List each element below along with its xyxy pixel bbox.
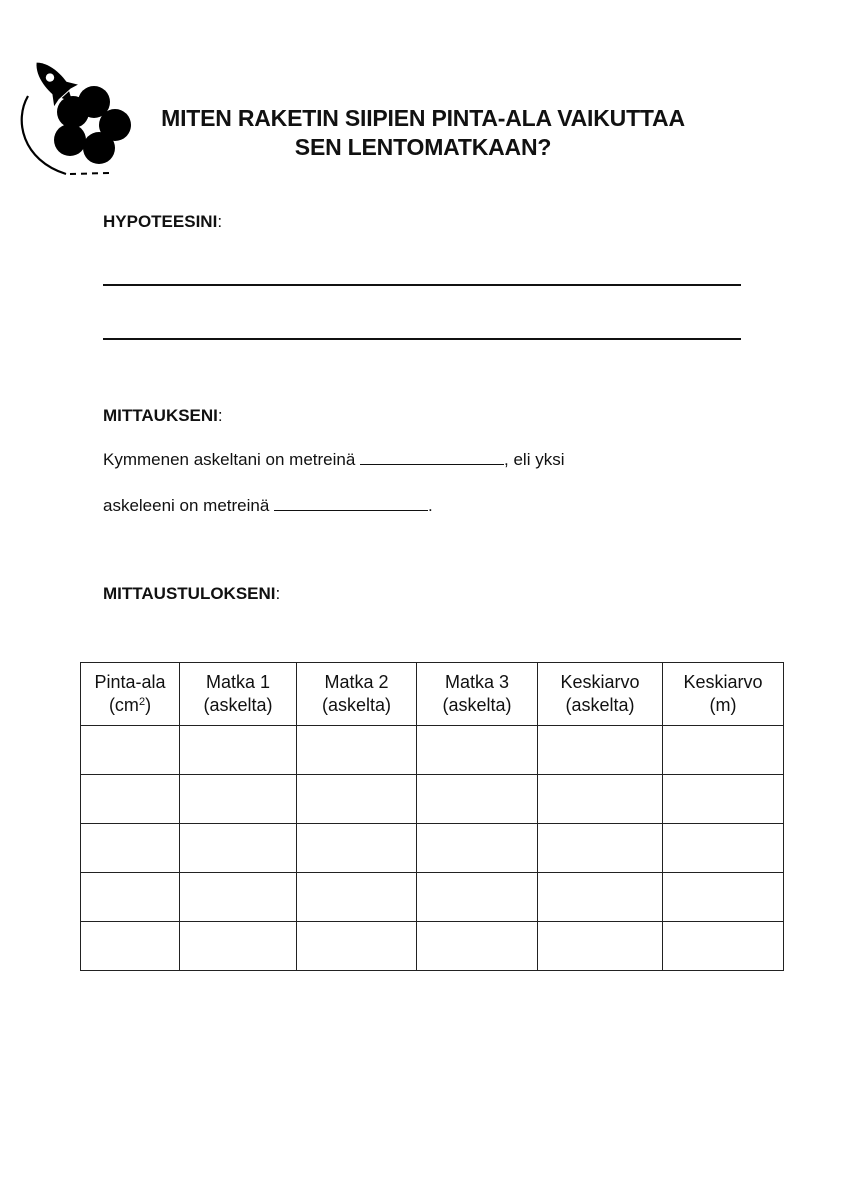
table-cell[interactable] [538,873,663,922]
column-header-line1: Keskiarvo [560,672,640,692]
hypothesis-heading-label: HYPOTEESINI [103,212,218,231]
ten-steps-blank[interactable] [360,450,504,465]
table-row [81,922,784,971]
table-cell[interactable] [663,726,784,775]
table-cell[interactable] [81,824,180,873]
table-cell[interactable] [417,922,538,971]
table-cell[interactable] [663,873,784,922]
rocket-logo-icon [14,58,136,178]
table-row [81,775,784,824]
column-header-average-steps [538,663,663,726]
column-header-line2: (askelta) [565,695,635,715]
step-length-sentence-1 [103,450,565,470]
results-table-body [81,726,784,971]
column-header-line1: Matka 1 [205,672,271,692]
measurements-heading [103,406,223,426]
column-header-distance-3 [417,663,538,726]
column-header-line2: (askelta) [321,695,392,715]
hypothesis-line-2[interactable] [103,338,741,340]
table-cell[interactable] [663,775,784,824]
table-cell[interactable] [180,873,297,922]
table-cell[interactable] [297,824,417,873]
table-cell[interactable] [417,873,538,922]
sentence-1-suffix: , eli yksi [504,450,565,469]
table-row [81,873,784,922]
hypothesis-line-1[interactable] [103,284,741,286]
column-header-average-meters [663,663,784,726]
table-cell[interactable] [538,775,663,824]
table-cell[interactable] [180,824,297,873]
column-header-distance-2 [297,663,417,726]
table-cell[interactable] [538,726,663,775]
table-cell[interactable] [180,775,297,824]
table-cell[interactable] [663,922,784,971]
table-cell[interactable] [297,873,417,922]
sentence-2-prefix: askeleeni on metreinä [103,496,275,515]
column-header-line2: (cm [108,695,139,715]
sentence-2-suffix: . [428,496,433,515]
measurements-colon: : [217,406,223,425]
sentence-1-prefix: Kymmenen askeltani on metreinä [103,450,361,469]
table-cell[interactable] [297,726,417,775]
column-header-line2: (askelta) [203,695,273,715]
title-line-2: SEN LENTOMATKAAN? [294,134,552,160]
table-cell[interactable] [81,775,180,824]
step-length-sentence-2 [103,496,433,516]
table-cell[interactable] [297,922,417,971]
column-header-line1: Keskiarvo [683,672,763,692]
measurements-heading-label: MITTAUKSENI [103,406,218,425]
column-header-line1: Matka 2 [324,672,389,692]
table-cell[interactable] [417,775,538,824]
table-row [81,726,784,775]
table-cell[interactable] [81,873,180,922]
hypothesis-heading [103,212,222,232]
table-cell[interactable] [180,726,297,775]
hypothesis-colon: : [217,212,223,231]
table-cell[interactable] [538,922,663,971]
table-cell[interactable] [538,824,663,873]
one-step-blank[interactable] [274,496,428,511]
column-header-line1: Matka 3 [444,672,510,692]
table-cell[interactable] [417,726,538,775]
results-table [80,662,784,971]
table-cell[interactable] [417,824,538,873]
table-cell[interactable] [297,775,417,824]
column-header-line2-end: ) [145,695,152,715]
results-colon: : [275,584,281,603]
table-cell[interactable] [180,922,297,971]
column-header-distance-1 [180,663,297,726]
column-header-area [81,663,180,726]
table-cell[interactable] [663,824,784,873]
page-title [132,104,714,162]
title-line-1: MITEN RAKETIN SIIPIEN PINTA-ALA VAIKUTTAA [161,105,685,131]
column-header-line2: (m) [709,695,737,715]
table-header-row [81,663,784,726]
table-cell[interactable] [81,726,180,775]
table-cell[interactable] [81,922,180,971]
results-heading-label: MITTAUSTULOKSENI [103,584,276,603]
column-header-line2: (askelta) [442,695,512,715]
table-row [81,824,784,873]
superscript-exponent: 2 [138,696,146,708]
results-heading [103,584,280,604]
column-header-line1: Pinta-ala [94,672,166,692]
